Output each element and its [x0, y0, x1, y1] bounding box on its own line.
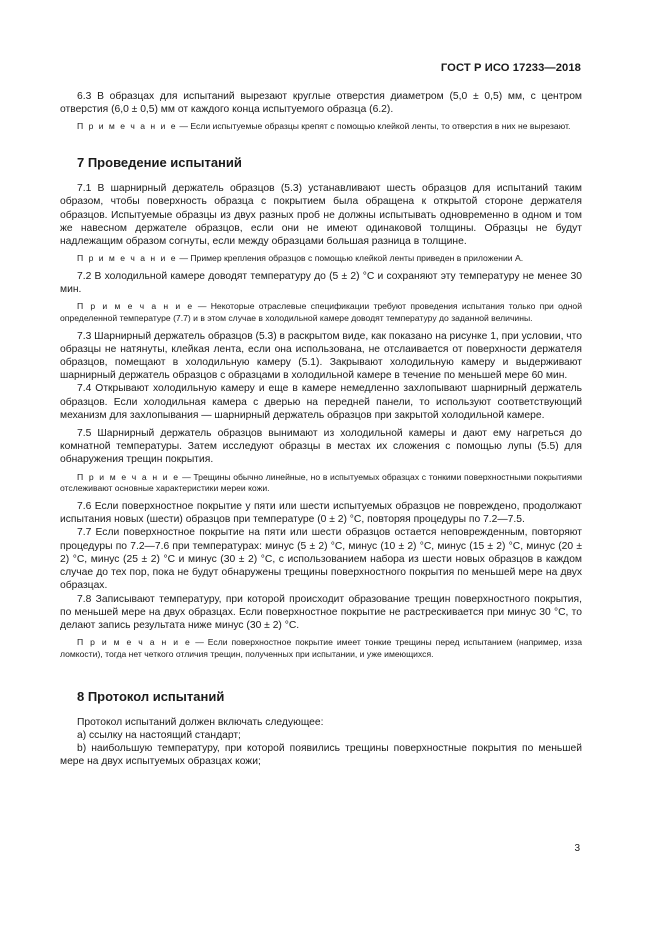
list-item-a: a) ссылку на настоящий стандарт;	[77, 729, 241, 741]
paragraph-7-1: 7.1 В шарнирный держатель образцов (5.3) устанавливают шесть образцов для испытаний таким образом, чтобы поверхность образца с покрытием была обращена к открытой стороне держателя образцов. Испытуемые образцы из двух разных проб не должны испытывать одновременно в одном и том же навесном держателе образцов, если они не имеют одинаковой толщины. Образцы не будут надлежащим образом согнуты, если между образцами большая разница в толщине.	[60, 183, 582, 247]
note-7-5	[60, 472, 582, 495]
note-text: — Некоторые отраслевые спецификации требуют проведения испытания только при одной определенной температуре (7.7) и в этом случае в холодильной камере доводят температуру до заданной величины.	[60, 301, 582, 323]
note-7-2	[60, 301, 582, 324]
paragraph-7-2: 7.2 В холодильной камере доводят температуру до (5 ± 2) °С и сохраняют эту температуру не менее 30 мин.	[60, 270, 582, 296]
document-body	[60, 90, 582, 768]
paragraph-8-intro: Протокол испытаний должен включать следующее:	[77, 716, 324, 728]
section-7-heading: 7 Проведение испытаний	[77, 155, 242, 171]
note-7-8	[60, 637, 582, 660]
list-item-b: b) наибольшую температуру, при которой появились трещины поверхностные покрытия по меньшей мере на двух испытуемых образцах кожи;	[60, 742, 582, 768]
note-label: П р и м е ч а н и е	[77, 253, 178, 264]
note-7-1	[60, 253, 582, 265]
note-text: — Пример крепления образцов с помощью клейкой ленты приведен в приложении А.	[177, 253, 524, 264]
note-label: П р и м е ч а н и е	[77, 471, 180, 482]
paragraph-6-3: 6.3 В образцах для испытаний вырезают круглые отверстия диаметром (5,0 ± 0,5) мм, с центром отверстия (6,0 ± 0,5) мм от каждого конца испытуемого образца (6.2).	[60, 91, 582, 116]
section-8-heading: 8 Протокол испытаний	[77, 688, 225, 704]
note-text: — Если испытуемые образцы крепят с помощью клейкой ленты, то отверстия в них не вырезают.	[177, 121, 571, 132]
paragraph-7-6: 7.6 Если поверхностное покрытие у пяти или шести испытуемых образцов не повреждено, продолжают испытания новых (шести) образцов при температуре (0 ± 2) °С, повторяя процедуры по 7.2—7.5.	[60, 501, 582, 526]
paragraph-7-8: 7.8 Записывают температуру, при которой происходит образование трещин поверхностного покрытия, по меньшей мере на двух образцах. Если поверхностное покрытие не растрескивается при минус 30 °С, то делают запись результата ниже минус (30 ± 2) °С.	[60, 593, 582, 631]
note-label: П р и м е ч а н и е	[77, 301, 194, 312]
paragraph-7-7: 7.7 Если поверхностное покрытие на пяти или шести образцов остается неповрежденным, повторяют процедуры по 7.2—7.6 при температурах: минус (5 ± 2) °С, минус (10 ± 2) °С, минус (15 ± 2) °С, минус (20 ± 2) °С, минус (25 ± 2) °С и минус (30 ± 2) °С, с использованием набора из шести новых образцов в каждом случае до тех пор, пока не будут обнаружены трещины поверхностного покрытия по меньшей мере на двух образцах.	[60, 527, 582, 592]
note-text: — Трещины обычно линейные, но в испытуемых образцах с тонкими поверхностными покрытиями отслеживают основные характеристики мереи кожи.	[60, 471, 583, 494]
note-6-3	[60, 121, 582, 133]
paragraph-7-3: 7.3 Шарнирный держатель образцов (5.3) в раскрытом виде, как показано на рисунке 1, при условии, что образцы не натянуты, клейкая лента, если она использована, не отслаивается от поверхности держателя образцов, помещают в холодильную камеру (5.1). Закрывают холодильную камеру и выдерживают шарнирный держатель образцов с образцами в холодильной камере в течение по меньшей мере 60 мин.	[60, 330, 582, 382]
document-header-id: ГОСТ Р ИСО 17233—2018	[440, 62, 581, 74]
note-text: — Если поверхностное покрытие имеет тонкие трещины перед испытанием (например, изза ломкости), тогда нет четкого отличия трещин, полученных при испытании, и уже имеющихся.	[60, 637, 583, 659]
paragraph-7-4: 7.4 Открывают холодильную камеру и еще в камере немедленно захлопывают шарнирный держатель образцов. Если холодильная камера с дверью на передней панели, то используют соответствующий механизм для захлопывания — шарнирный держатель образцов при закрытой холодильной камере.	[60, 383, 582, 421]
note-label: П р и м е ч а н и е	[77, 121, 178, 132]
note-label: П р и м е ч а н и е	[77, 637, 192, 648]
paragraph-7-5: 7.5 Шарнирный держатель образцов вынимают из холодильной камеры и дают ему нагреться до комнатной температуры. Затем исследуют образцы в местах их сложения с помощью лупы (5.5) для обнаружения трещин покрытия.	[60, 428, 582, 466]
page-number: 3	[574, 843, 580, 854]
